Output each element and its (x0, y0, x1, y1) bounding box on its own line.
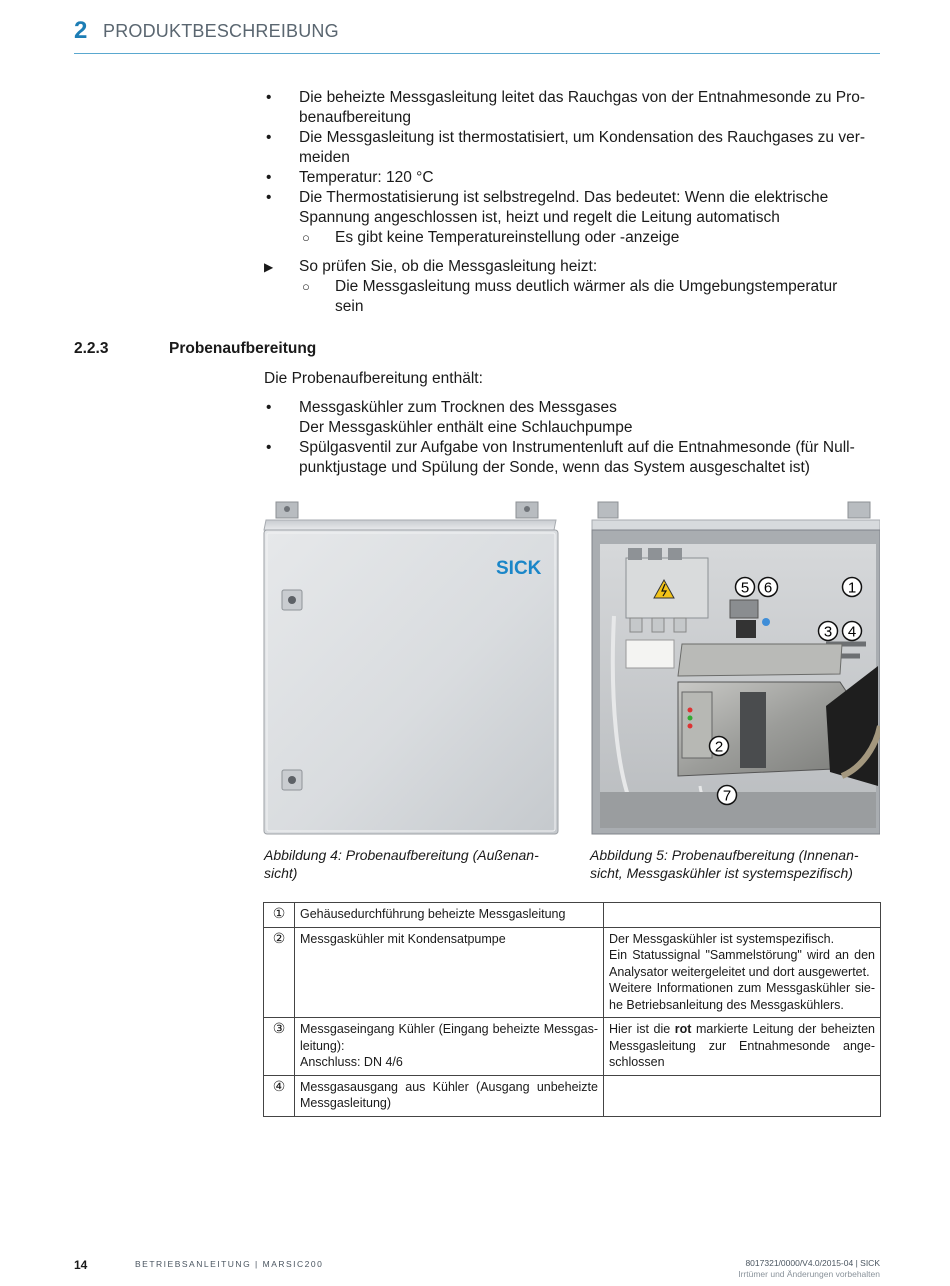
cell-text: Messgaskühler mit Kondensatpumpe (300, 931, 506, 946)
callout-label: 3 (823, 623, 833, 641)
row-description (295, 1018, 604, 1076)
table-row (264, 903, 881, 928)
figure-cabinet-exterior (262, 496, 562, 838)
instruction-block (264, 257, 884, 317)
list-item (264, 438, 884, 478)
sick-logo: SICK (496, 558, 542, 579)
document-reference (738, 1258, 880, 1280)
row-number: ④ (264, 1075, 295, 1116)
feature-list (264, 88, 884, 248)
cell-text: Weitere Informationen zum Messgaskühler sie-he Betriebsanleitung des Messgaskühlers. (609, 981, 875, 1012)
figure-cabinet-interior (590, 496, 880, 838)
cell-text: Ein Statussignal "Sammelstörung" wird an den Analysator weitergeleitet und dort ausgewertet. (609, 948, 875, 979)
cell-text: Messgaseingang Kühler (Eingang beheizte Messgas-leitung): (300, 1022, 598, 1053)
mounting-bracket-right (516, 502, 538, 518)
figure-5-caption (590, 846, 859, 882)
legend-table (263, 902, 881, 1117)
sub-list-item-text: sein (335, 298, 364, 315)
list-item-text: Spülgasventil zur Aufgabe von Instrumentenluft auf die Entnahmesonde (für Null- (299, 439, 855, 456)
row-number: ③ (264, 1018, 295, 1076)
table-row (264, 927, 881, 1018)
page-number: 14 (74, 1258, 88, 1272)
cell-text: markierte Leitung der beheizten Messgasleitung zur Entnahmesonde ange-schlossen (609, 1022, 875, 1069)
disclaimer: Irrtümer und Änderungen vorbehalten (738, 1269, 880, 1279)
table-row (264, 1018, 881, 1076)
document-id: 8017321/0000/V4.0/2015-04 | SICK (745, 1258, 880, 1268)
row-remark (604, 927, 881, 1018)
cell-text: Hier ist die (609, 1022, 675, 1036)
list-item-text: Temperatur: 120 °C (299, 169, 434, 186)
instruction-text: So prüfen Sie, ob die Messgasleitung heizt: (299, 258, 598, 275)
list-item-text: Messgaskühler zum Trocknen des Messgases (299, 399, 617, 416)
document-title: BETRIEBSANLEITUNG | MARSIC200 (135, 1259, 324, 1269)
bullet-icon: • (266, 129, 272, 146)
callout-label: 1 (847, 579, 857, 597)
callout-label: 2 (714, 738, 724, 756)
row-description (295, 927, 604, 1018)
sub-list-item (264, 277, 884, 317)
list-item-text: Die Thermostatisierung ist selbstregelnd. Das bedeutet: Wenn die elektrische (299, 189, 829, 206)
component-list (264, 398, 884, 478)
caption-line: sicht, Messgaskühler ist systemspezifisch) (590, 865, 853, 881)
list-item (264, 188, 884, 228)
door-lock-bottom (282, 770, 302, 790)
bullet-icon: • (266, 189, 272, 206)
page-header (74, 16, 880, 54)
cell-text: Messgasausgang aus Kühler (Ausgang unbeheizte Messgasleitung) (300, 1079, 598, 1110)
cell-text: Gehäusedurchführung beheizte Messgasleitung (300, 907, 566, 921)
cell-text-bold: rot (674, 1022, 692, 1036)
chapter-title: PRODUKTBESCHREIBUNG (103, 21, 339, 41)
section-intro: Die Probenaufbereitung enthält: (264, 370, 483, 387)
row-number: ② (264, 927, 295, 1018)
section-title: Probenaufbereitung (169, 340, 317, 357)
caption-line: Abbildung 5: Probenaufbereitung (Innenan- (590, 847, 859, 863)
door-lock-top (282, 590, 302, 610)
caption-line: sicht) (264, 865, 298, 881)
type-plate (626, 640, 674, 668)
callout-label: 6 (763, 579, 773, 597)
list-item-text: Die beheizte Messgasleitung leitet das Rauchgas von der Entnahmesonde zu Pro- (299, 89, 866, 106)
figure-4-caption (264, 846, 539, 882)
row-remark (604, 903, 881, 928)
sub-list-item-text: Die Messgasleitung muss deutlich wärmer als die Umgebungstemperatur (335, 278, 838, 295)
row-description (295, 1075, 604, 1116)
bullet-icon: • (266, 169, 272, 186)
circle-bullet-icon: ○ (302, 230, 310, 245)
bullet-icon: • (266, 399, 272, 416)
row-number: ① (264, 903, 295, 928)
list-item-text: meiden (299, 149, 350, 166)
cell-text: Anschluss: DN 4/6 (300, 1055, 403, 1069)
table-row (264, 1075, 881, 1116)
list-item (264, 398, 884, 438)
sub-list-item-text: Es gibt keine Temperatureinstellung oder -anzeige (335, 229, 680, 246)
list-item (264, 128, 884, 168)
list-item-text: Die Messgasleitung ist thermostatisiert, um Kondensation des Rauchgases zu ver- (299, 129, 866, 146)
chapter-number: 2 (74, 17, 88, 44)
cell-text: Der Messgaskühler ist systemspezifisch. (609, 931, 835, 946)
bullet-icon: • (266, 439, 272, 456)
callout-label: 5 (740, 579, 750, 597)
list-item-text: Der Messgaskühler enthält eine Schlauchpumpe (299, 419, 633, 436)
row-remark (604, 1075, 881, 1116)
bullet-icon: • (266, 89, 272, 106)
list-item-text: Spannung angeschlossen ist, heizt und regelt die Leitung automatisch (299, 209, 780, 226)
caption-line: Abbildung 4: Probenaufbereitung (Außenan- (264, 847, 539, 863)
row-description (295, 903, 604, 928)
sub-list-item (264, 228, 884, 248)
instruction-step (264, 257, 884, 277)
section-number: 2.2.3 (74, 340, 109, 357)
list-item-text: punktjustage und Spülung der Sonde, wenn das System ausgeschaltet ist) (299, 459, 810, 476)
row-remark (604, 1018, 881, 1076)
list-item (264, 88, 884, 128)
play-arrow-icon: ▶ (264, 260, 274, 274)
callout-label: 4 (847, 623, 857, 641)
mounting-bracket-left (276, 502, 298, 518)
circle-bullet-icon: ○ (302, 279, 310, 294)
list-item-text: benaufbereitung (299, 109, 412, 126)
callout-label: 7 (722, 787, 732, 805)
list-item (264, 168, 884, 188)
